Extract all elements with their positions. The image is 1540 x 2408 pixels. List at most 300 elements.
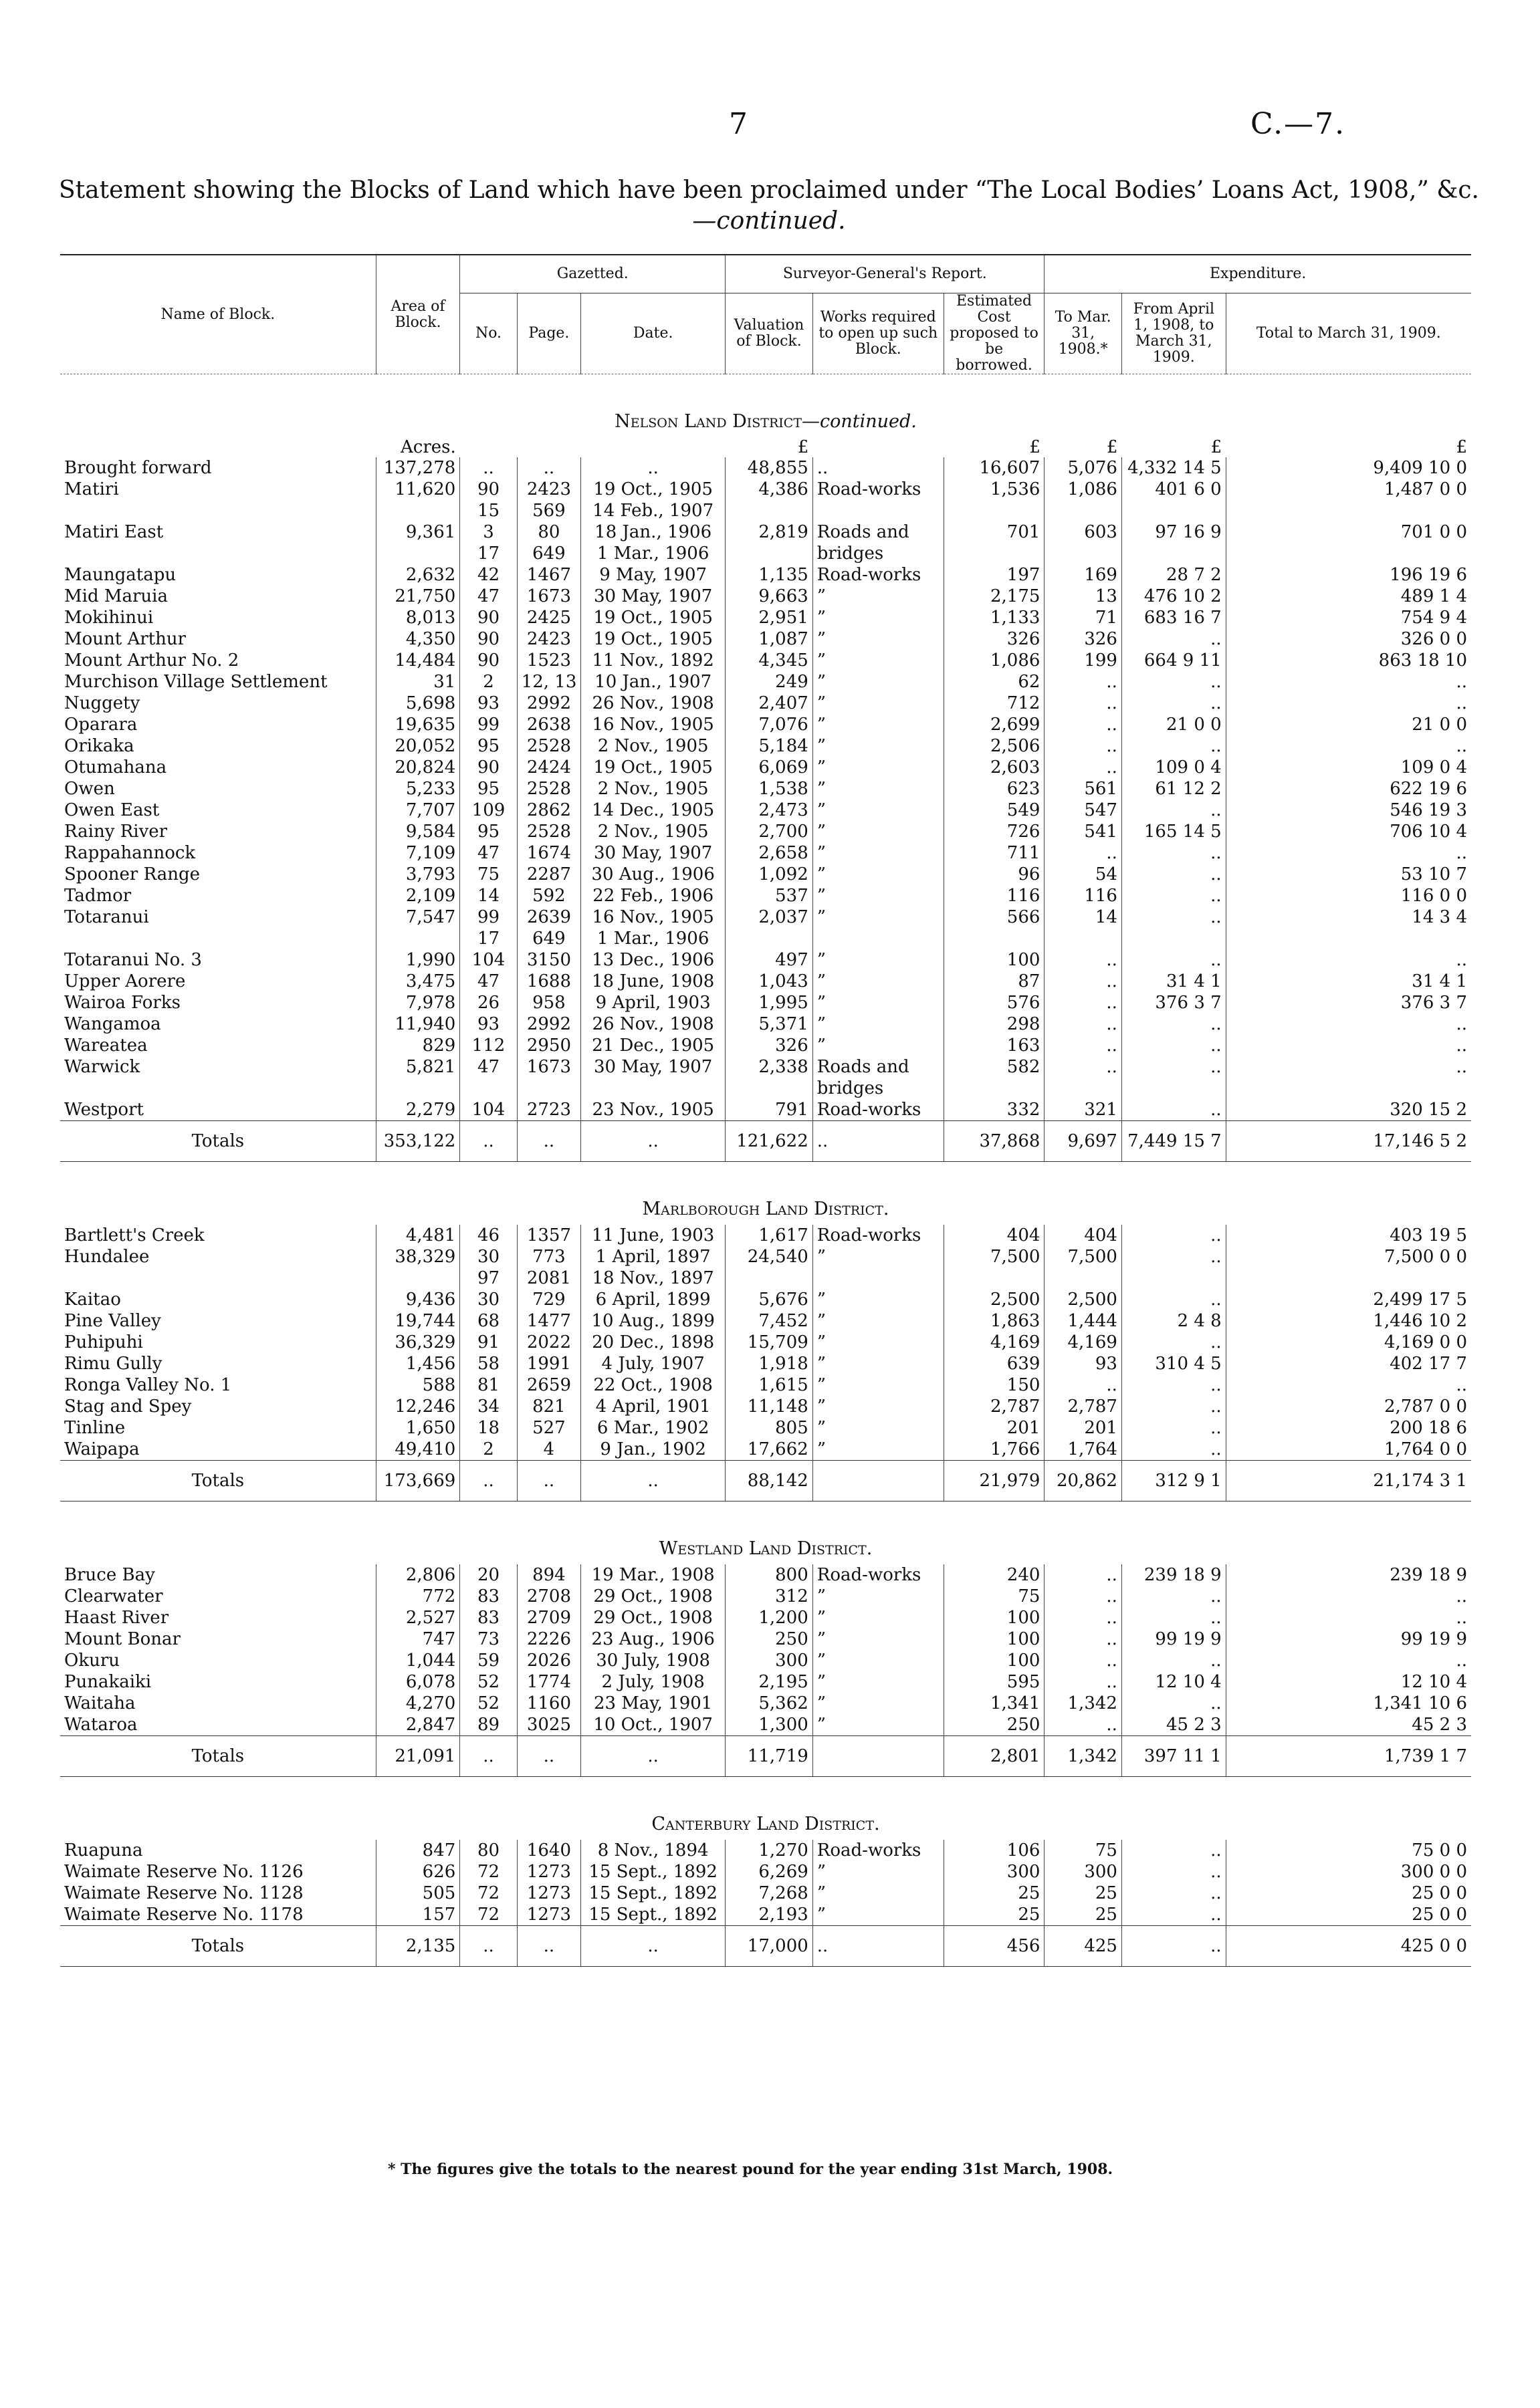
section-title-continued: continued.	[820, 411, 917, 432]
table-row	[60, 1671, 1471, 1693]
cell-from-apr: 683 16 7	[1121, 607, 1226, 628]
cell-date: 30 May, 1907	[581, 1056, 726, 1078]
cell-estimated: 549	[944, 800, 1044, 821]
cell-works: ”	[812, 650, 944, 671]
total-cell-to-mar: 1,342	[1044, 1736, 1122, 1777]
col-gazetted: Gazetted.	[460, 255, 726, 293]
cell-works	[812, 1268, 944, 1289]
cell-valuation: 1,087	[726, 628, 813, 650]
cell-page: 2425	[517, 607, 580, 628]
cell-to-mar: 2,500	[1044, 1289, 1122, 1310]
cell-date: 18 June, 1908	[581, 971, 726, 992]
cell-date: 20 Dec., 1898	[581, 1332, 726, 1353]
cell-name: Rainy River	[64, 822, 168, 842]
table-row	[60, 1586, 1471, 1607]
cell-total: 75 0 0	[1226, 1840, 1471, 1861]
cell-from-apr: ..	[1121, 842, 1226, 864]
title-text: Statement showing the Blocks of Land which have been proclaimed under “The Local Bodies’ Loans Act, 1908,” &c.	[59, 176, 1479, 204]
table-header	[60, 255, 1471, 374]
cell-name	[60, 500, 376, 521]
cell-works: ”	[812, 1586, 944, 1607]
cell-estimated: 4,169	[944, 1332, 1044, 1353]
cell-area: 5,233	[376, 778, 460, 800]
unit-cell-total: £	[1456, 437, 1467, 457]
cell-area: 19,744	[376, 1310, 460, 1332]
cell-total	[1226, 500, 1471, 521]
cell-area: 20,052	[376, 735, 460, 757]
cell-estimated: 100	[944, 1650, 1044, 1671]
cell-valuation: 1,043	[726, 971, 813, 992]
cell-page: 2226	[517, 1629, 580, 1650]
total-cell-to-mar: 9,697	[1044, 1121, 1122, 1162]
cell-total: 99 19 9	[1226, 1629, 1471, 1650]
cell-date: 9 April, 1903	[581, 992, 726, 1013]
cell-total: 14 3 4	[1226, 907, 1471, 928]
cell-date: 16 Nov., 1905	[581, 714, 726, 735]
cell-no: 15	[460, 500, 517, 521]
table-row	[60, 607, 1471, 628]
cell-to-mar: 1,444	[1044, 1310, 1122, 1332]
cell-name: Rimu Gully	[64, 1354, 162, 1374]
cell-page: ..	[517, 457, 580, 479]
cell-no: 93	[460, 1013, 517, 1035]
cell-to-mar: 7,500	[1044, 1246, 1122, 1268]
cell-works: ”	[812, 992, 944, 1013]
cell-date: 19 Oct., 1905	[581, 757, 726, 778]
cell-to-mar: 54	[1044, 864, 1122, 885]
cell-to-mar: ..	[1044, 1671, 1122, 1693]
cell-date: 19 Oct., 1905	[581, 628, 726, 650]
cell-from-apr: 45 2 3	[1121, 1714, 1226, 1736]
cell-area	[376, 928, 460, 949]
cell-works: ”	[812, 1671, 944, 1693]
total-cell-page: ..	[517, 1926, 580, 1967]
table-row	[60, 971, 1471, 992]
cell-valuation	[726, 1268, 813, 1289]
cell-to-mar: 169	[1044, 564, 1122, 586]
cell-to-mar: 199	[1044, 650, 1122, 671]
cell-no: 52	[460, 1693, 517, 1714]
cell-area: 2,109	[376, 885, 460, 907]
cell-page: 2950	[517, 1035, 580, 1056]
cell-works: ”	[812, 1310, 944, 1332]
cell-valuation: 1,135	[726, 564, 813, 586]
cell-total: 53 10 7	[1226, 864, 1471, 885]
cell-name: Waimate Reserve No. 1128	[64, 1883, 304, 1903]
cell-area: 5,698	[376, 693, 460, 714]
cell-name: Wataroa	[64, 1715, 138, 1735]
cell-no: 93	[460, 693, 517, 714]
col-area: Area of Block.	[376, 255, 460, 374]
cell-total: ..	[1226, 1374, 1471, 1396]
cell-date: 19 Oct., 1905	[581, 607, 726, 628]
totals-row	[60, 1461, 1471, 1501]
page-reference: C.—7.	[1250, 107, 1346, 141]
cell-works: ”	[812, 1035, 944, 1056]
cell-no: 95	[460, 735, 517, 757]
cell-valuation: 11,148	[726, 1396, 813, 1417]
cell-works	[812, 500, 944, 521]
cell-to-mar	[1044, 1078, 1122, 1099]
cell-area: 7,707	[376, 800, 460, 821]
cell-name: Oparara	[64, 715, 138, 735]
cell-name: Maungatapu	[64, 565, 177, 585]
cell-estimated: 75	[944, 1586, 1044, 1607]
table-row	[60, 671, 1471, 693]
cell-total: ..	[1226, 1650, 1471, 1671]
cell-no: 109	[460, 800, 517, 821]
cell-works: ”	[812, 1353, 944, 1374]
section-title-row	[60, 1777, 1471, 1840]
table-row	[60, 1714, 1471, 1736]
cell-to-mar: 25	[1044, 1883, 1122, 1904]
total-cell-name: Totals	[60, 1121, 376, 1162]
total-cell-works: ..	[812, 1121, 944, 1162]
cell-date: 8 Nov., 1894	[581, 1840, 726, 1861]
cell-area: 3,793	[376, 864, 460, 885]
cell-date: 22 Feb., 1906	[581, 885, 726, 907]
cell-valuation: 6,269	[726, 1861, 813, 1883]
table-row	[60, 800, 1471, 821]
cell-page: 12, 13	[517, 671, 580, 693]
cell-no: 80	[460, 1840, 517, 1861]
cell-from-apr: ..	[1121, 885, 1226, 907]
cell-total: ..	[1226, 842, 1471, 864]
cell-name: Owen	[64, 779, 115, 799]
cell-area: 7,547	[376, 907, 460, 928]
cell-valuation: 1,300	[726, 1714, 813, 1736]
total-cell-no: ..	[460, 1926, 517, 1967]
cell-estimated: 2,500	[944, 1289, 1044, 1310]
total-cell-works	[812, 1736, 944, 1777]
cell-no: 34	[460, 1396, 517, 1417]
cell-no: ..	[460, 457, 517, 479]
cell-estimated: 163	[944, 1035, 1044, 1056]
cell-total: 31 4 1	[1226, 971, 1471, 992]
cell-estimated: 2,506	[944, 735, 1044, 757]
cell-works: Roads and	[812, 521, 944, 543]
cell-date: 4 July, 1907	[581, 1353, 726, 1374]
cell-date: 1 Mar., 1906	[581, 928, 726, 949]
cell-to-mar	[1044, 500, 1122, 521]
cell-valuation: 7,268	[726, 1883, 813, 1904]
total-cell-total: 17,146 5 2	[1226, 1121, 1471, 1162]
cell-area: 2,632	[376, 564, 460, 586]
cell-to-mar: 25	[1044, 1904, 1122, 1926]
cell-estimated: 100	[944, 949, 1044, 971]
title-continued: —continued.	[692, 207, 846, 235]
cell-total: ..	[1226, 671, 1471, 693]
cell-area: 12,246	[376, 1396, 460, 1417]
cell-area: 19,635	[376, 714, 460, 735]
cell-estimated: 62	[944, 671, 1044, 693]
unit-cell-page	[517, 437, 580, 457]
cell-to-mar: ..	[1044, 1013, 1122, 1035]
page-title	[47, 175, 1491, 237]
cell-date: 11 June, 1903	[581, 1225, 726, 1246]
page-number: 7	[729, 107, 748, 141]
cell-valuation: 2,658	[726, 842, 813, 864]
cell-date: 23 Nov., 1905	[581, 1099, 726, 1121]
total-cell-no: ..	[460, 1461, 517, 1501]
cell-area: 49,410	[376, 1439, 460, 1461]
cell-to-mar: 547	[1044, 800, 1122, 821]
table-row	[60, 1246, 1471, 1268]
cell-estimated: 404	[944, 1225, 1044, 1246]
cell-works: ”	[812, 778, 944, 800]
cell-to-mar: ..	[1044, 1650, 1122, 1671]
cell-no: 30	[460, 1246, 517, 1268]
cell-no: 68	[460, 1310, 517, 1332]
cell-estimated: 240	[944, 1564, 1044, 1586]
cell-works: ”	[812, 885, 944, 907]
cell-page: 1273	[517, 1883, 580, 1904]
cell-estimated: 106	[944, 1840, 1044, 1861]
cell-name: Orikaka	[64, 736, 134, 756]
cell-name: Mid Maruia	[64, 586, 168, 606]
table-row	[60, 1310, 1471, 1332]
cell-date: 30 May, 1907	[581, 586, 726, 607]
cell-name: Mount Arthur No. 2	[64, 650, 239, 671]
cell-area: 5,821	[376, 1056, 460, 1078]
cell-area: 1,456	[376, 1353, 460, 1374]
cell-total: 754 9 4	[1226, 607, 1471, 628]
cell-from-apr: 99 19 9	[1121, 1629, 1226, 1650]
cell-works: ”	[812, 1650, 944, 1671]
cell-date: 19 Mar., 1908	[581, 1564, 726, 1586]
cell-to-mar: ..	[1044, 1714, 1122, 1736]
totals-row	[60, 1121, 1471, 1162]
unit-cell-name	[60, 437, 376, 457]
cell-date: 15 Sept., 1892	[581, 1883, 726, 1904]
cell-no: 52	[460, 1671, 517, 1693]
cell-works: Road-works	[812, 1564, 944, 1586]
cell-works: ”	[812, 735, 944, 757]
cell-valuation	[726, 543, 813, 564]
cell-total: 25 0 0	[1226, 1904, 1471, 1926]
cell-from-apr: ..	[1121, 1883, 1226, 1904]
table-row	[60, 1268, 1471, 1289]
cell-page: 3025	[517, 1714, 580, 1736]
cell-estimated: 150	[944, 1374, 1044, 1396]
cell-from-apr: ..	[1121, 693, 1226, 714]
cell-from-apr	[1121, 928, 1226, 949]
cell-area: 8,013	[376, 607, 460, 628]
cell-no: 2	[460, 1439, 517, 1461]
cell-from-apr: ..	[1121, 1904, 1226, 1926]
cell-works: ”	[812, 1396, 944, 1417]
cell-total: 21 0 0	[1226, 714, 1471, 735]
cell-estimated	[944, 500, 1044, 521]
cell-works: Roads and	[812, 1056, 944, 1078]
cell-to-mar	[1044, 1268, 1122, 1289]
cell-works: bridges	[812, 1078, 944, 1099]
table-row	[60, 479, 1471, 500]
cell-area: 2,847	[376, 1714, 460, 1736]
total-cell-page: ..	[517, 1736, 580, 1777]
cell-from-apr: 31 4 1	[1121, 971, 1226, 992]
cell-area: 36,329	[376, 1332, 460, 1353]
cell-total: 402 17 7	[1226, 1353, 1471, 1374]
total-cell-works	[812, 1461, 944, 1501]
total-cell-estimated: 2,801	[944, 1736, 1044, 1777]
cell-no: 47	[460, 586, 517, 607]
cell-estimated: 201	[944, 1417, 1044, 1439]
cell-page	[517, 1078, 580, 1099]
unit-cell-date	[581, 437, 726, 457]
cell-name: Tinline	[64, 1418, 126, 1438]
cell-to-mar: 561	[1044, 778, 1122, 800]
section-title-row	[60, 1501, 1471, 1565]
cell-works: ”	[812, 1439, 944, 1461]
table-row	[60, 1225, 1471, 1246]
cell-no: 58	[460, 1353, 517, 1374]
cell-area: 1,044	[376, 1650, 460, 1671]
col-to-mar: To Mar. 31, 1908.*	[1044, 293, 1122, 374]
unit-cell-area: Acres.	[401, 437, 456, 457]
cell-total: 109 0 4	[1226, 757, 1471, 778]
cell-total: 489 1 4	[1226, 586, 1471, 607]
cell-to-mar: 300	[1044, 1861, 1122, 1883]
cell-to-mar: 1,764	[1044, 1439, 1122, 1461]
cell-date: 6 Mar., 1902	[581, 1417, 726, 1439]
cell-estimated	[944, 928, 1044, 949]
table-row	[60, 1332, 1471, 1353]
cell-valuation: 1,200	[726, 1607, 813, 1629]
section-title-text: Marlborough Land District.	[642, 1199, 889, 1219]
cell-valuation: 6,069	[726, 757, 813, 778]
cell-area: 20,824	[376, 757, 460, 778]
cell-name: Kaitao	[64, 1290, 121, 1310]
cell-from-apr: ..	[1121, 907, 1226, 928]
cell-estimated: 595	[944, 1671, 1044, 1693]
cell-valuation: 300	[726, 1650, 813, 1671]
table-row	[60, 1056, 1471, 1078]
cell-to-mar: 13	[1044, 586, 1122, 607]
section-title	[60, 1501, 1471, 1565]
cell-date: 9 May, 1907	[581, 564, 726, 586]
table-row	[60, 1861, 1471, 1883]
section-title-row	[60, 374, 1471, 438]
unit-cell-works	[812, 437, 944, 457]
cell-works: ”	[812, 1714, 944, 1736]
cell-page: 3150	[517, 949, 580, 971]
cell-to-mar: ..	[1044, 1629, 1122, 1650]
cell-area: 14,484	[376, 650, 460, 671]
table-row	[60, 1099, 1471, 1121]
cell-estimated: 712	[944, 693, 1044, 714]
cell-area: 3,475	[376, 971, 460, 992]
total-cell-date: ..	[581, 1461, 726, 1501]
cell-from-apr	[1121, 1078, 1226, 1099]
cell-total: 116 0 0	[1226, 885, 1471, 907]
unit-cell-no	[460, 437, 517, 457]
total-cell-date: ..	[581, 1121, 726, 1162]
cell-total: 1,487 0 0	[1226, 479, 1471, 500]
cell-page: 821	[517, 1396, 580, 1417]
cell-area	[376, 500, 460, 521]
cell-estimated: 1,133	[944, 607, 1044, 628]
table-row	[60, 457, 1471, 479]
cell-total: ..	[1226, 1607, 1471, 1629]
cell-area: 9,436	[376, 1289, 460, 1310]
total-cell-no: ..	[460, 1121, 517, 1162]
cell-to-mar: 321	[1044, 1099, 1122, 1121]
cell-estimated: 116	[944, 885, 1044, 907]
cell-from-apr: ..	[1121, 1861, 1226, 1883]
cell-date: 29 Oct., 1908	[581, 1586, 726, 1607]
table-row	[60, 1629, 1471, 1650]
cell-works: ”	[812, 1332, 944, 1353]
cell-area: 1,650	[376, 1417, 460, 1439]
total-cell-page: ..	[517, 1121, 580, 1162]
cell-from-apr: 239 18 9	[1121, 1564, 1226, 1586]
cell-works: ”	[812, 671, 944, 693]
cell-total: 706 10 4	[1226, 821, 1471, 842]
cell-no: 90	[460, 479, 517, 500]
cell-area: 1,990	[376, 949, 460, 971]
table-row	[60, 1607, 1471, 1629]
cell-no: 99	[460, 907, 517, 928]
cell-area: 626	[376, 1861, 460, 1883]
cell-name	[60, 1078, 376, 1099]
cell-valuation: 1,092	[726, 864, 813, 885]
cell-no: 18	[460, 1417, 517, 1439]
table-row	[60, 1883, 1471, 1904]
cell-area: 9,361	[376, 521, 460, 543]
table-row	[60, 842, 1471, 864]
cell-date: 6 April, 1899	[581, 1289, 726, 1310]
cell-from-apr: 21 0 0	[1121, 714, 1226, 735]
unit-cell-estimated: £	[1029, 437, 1040, 457]
cell-from-apr: ..	[1121, 1332, 1226, 1353]
cell-page: 4	[517, 1439, 580, 1461]
cell-estimated: 96	[944, 864, 1044, 885]
cell-total: 701 0 0	[1226, 521, 1471, 543]
cell-no: 89	[460, 1714, 517, 1736]
table-row	[60, 1439, 1471, 1461]
cell-date: 23 Aug., 1906	[581, 1629, 726, 1650]
cell-name: Westport	[64, 1100, 144, 1120]
cell-estimated: 298	[944, 1013, 1044, 1035]
cell-to-mar: ..	[1044, 671, 1122, 693]
cell-page: 2723	[517, 1099, 580, 1121]
table-row	[60, 1013, 1471, 1035]
cell-estimated: 2,699	[944, 714, 1044, 735]
blocks-table	[60, 254, 1471, 1967]
cell-valuation: 805	[726, 1417, 813, 1439]
cell-page: 2081	[517, 1268, 580, 1289]
cell-from-apr: ..	[1121, 800, 1226, 821]
cell-total: 200 18 6	[1226, 1417, 1471, 1439]
cell-works: ”	[812, 628, 944, 650]
cell-from-apr: 2 4 8	[1121, 1310, 1226, 1332]
cell-no: 91	[460, 1332, 517, 1353]
cell-works: ”	[812, 1374, 944, 1396]
cell-estimated: 87	[944, 971, 1044, 992]
cell-total: ..	[1226, 1586, 1471, 1607]
cell-to-mar: ..	[1044, 1374, 1122, 1396]
cell-valuation: 250	[726, 1629, 813, 1650]
cell-area: 2,806	[376, 1564, 460, 1586]
cell-no: 104	[460, 1099, 517, 1121]
total-cell-works: ..	[812, 1926, 944, 1967]
cell-date: 21 Dec., 1905	[581, 1035, 726, 1056]
cell-total	[1226, 1078, 1471, 1099]
cell-estimated: 300	[944, 1861, 1044, 1883]
cell-valuation: 24,540	[726, 1246, 813, 1268]
cell-total: 376 3 7	[1226, 992, 1471, 1013]
